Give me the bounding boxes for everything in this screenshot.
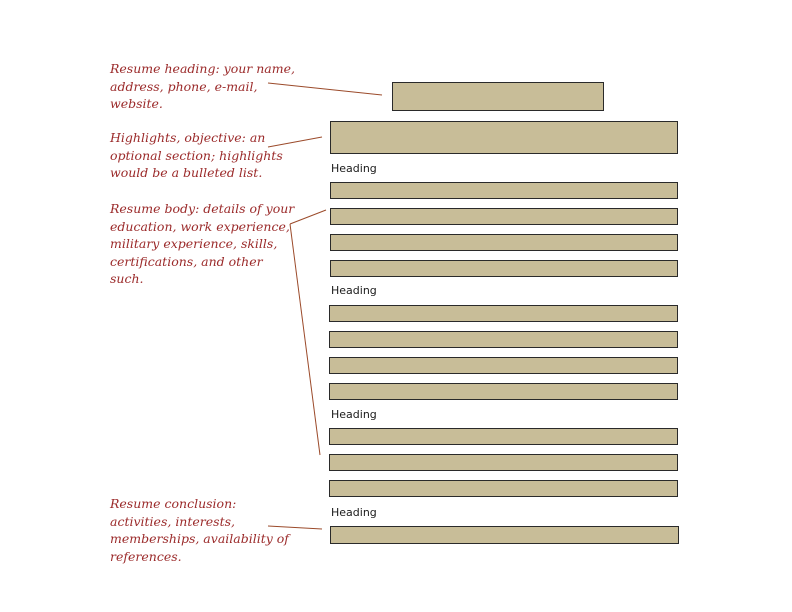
annotation-highlights: Highlights, objective: an optional section; highlights would be a bulleted list.	[110, 130, 283, 180]
section-2-line-1	[329, 305, 678, 322]
section-3-line-2	[329, 454, 678, 471]
section-1-line-4	[330, 260, 678, 277]
name-contact-block	[392, 82, 604, 111]
section-heading-1: Heading	[331, 162, 377, 175]
section-1-line-1	[330, 182, 678, 199]
section-heading-2: Heading	[331, 284, 377, 297]
connector-body-top	[290, 210, 326, 224]
section-2-line-2	[329, 331, 678, 348]
annotation-resume-conclusion: Resume conclusion: activities, interests, memberships, availability of references.	[110, 496, 289, 564]
section-heading-3: Heading	[331, 408, 377, 421]
annotation-resume-body: Resume body: details of your education, work experience, military experience, skills, certifications, and other such.	[110, 201, 295, 286]
highlights-block	[330, 121, 678, 154]
section-1-line-2	[330, 208, 678, 225]
section-2-line-3	[329, 357, 678, 374]
section-1-line-3	[330, 234, 678, 251]
section-3-line-1	[329, 428, 678, 445]
section-4-line-1	[330, 526, 679, 544]
section-2-line-4	[329, 383, 678, 400]
annotation-resume-heading: Resume heading: your name, address, phone, e-mail, website.	[110, 61, 295, 111]
section-3-line-3	[329, 480, 678, 497]
section-heading-4: Heading	[331, 506, 377, 519]
